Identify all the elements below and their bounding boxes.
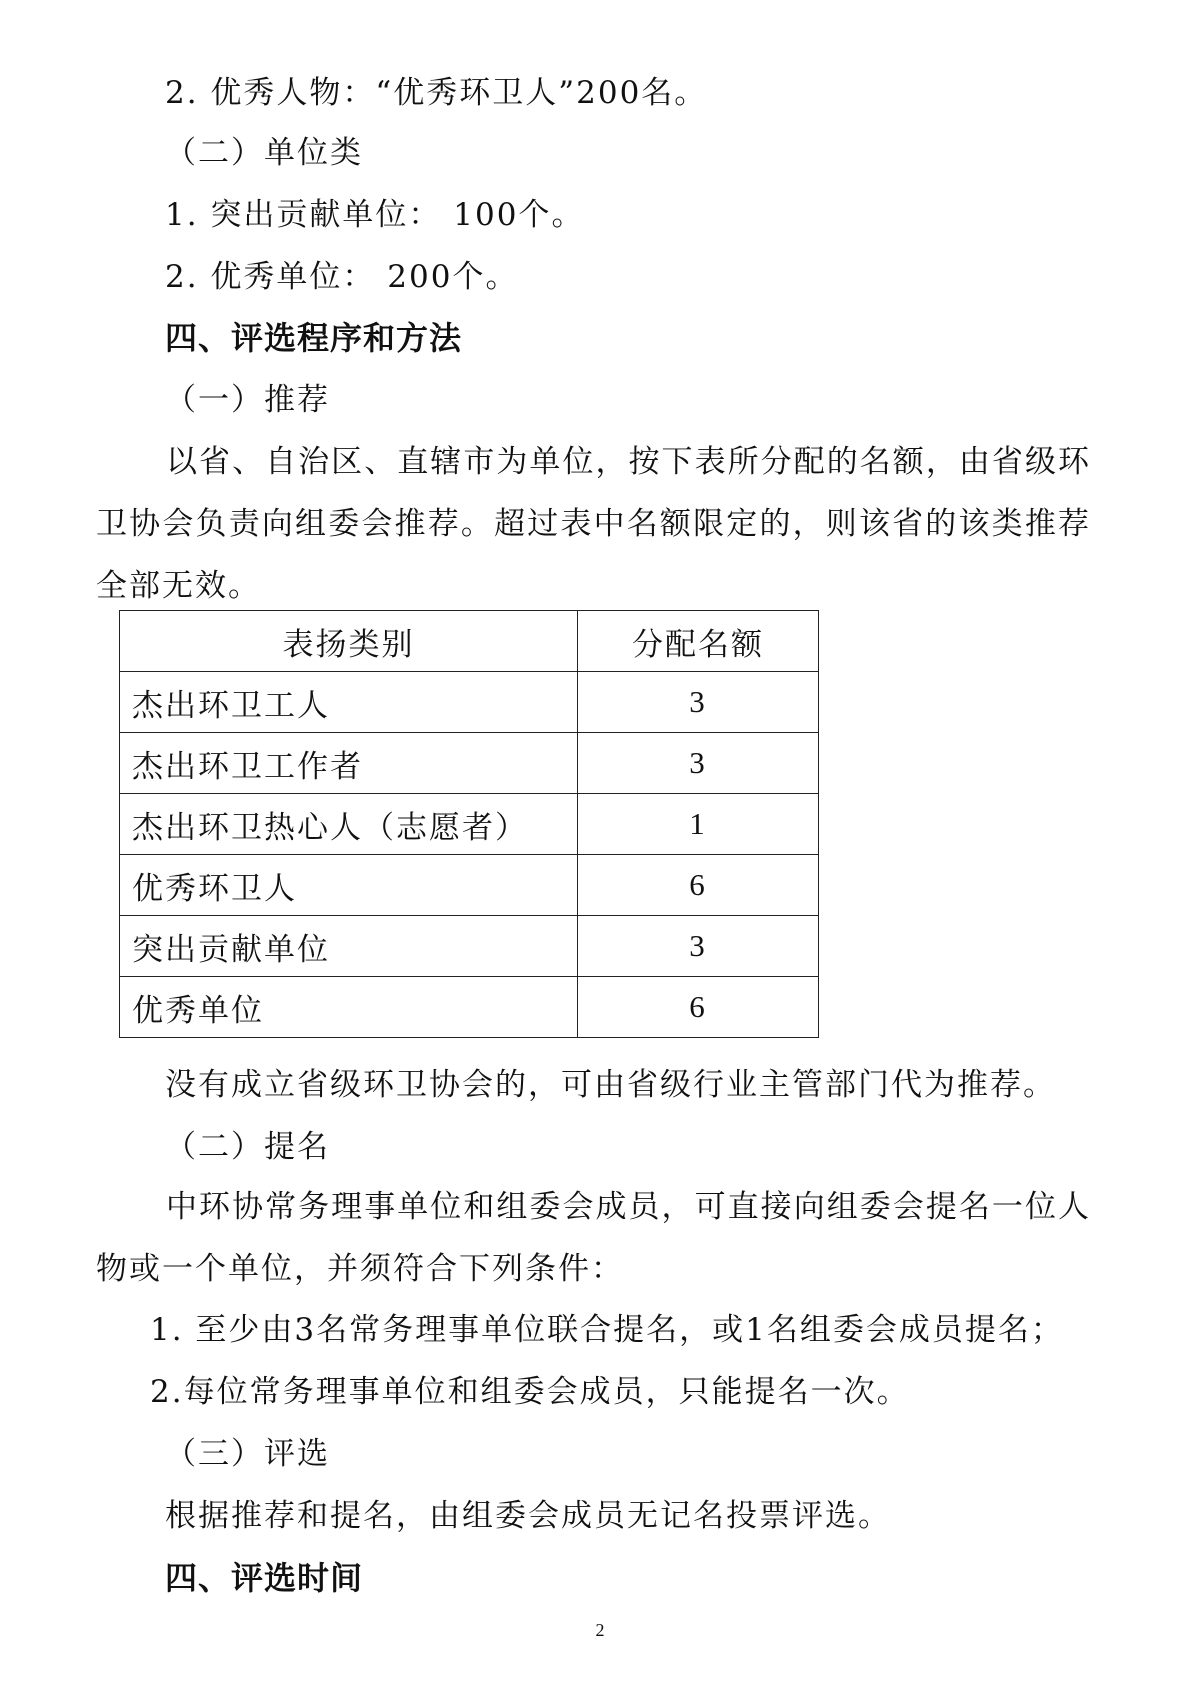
row-category: 突出贡献单位 xyxy=(120,916,578,977)
subsection-nomination: （二）提名 xyxy=(165,1129,330,1165)
table-row xyxy=(120,672,819,733)
table-header-row xyxy=(120,611,819,672)
paragraph-recommendation: 以省、自治区、直辖市为单位，按下表所分配的名额，由省级环卫协会负责向组委会推荐。超过表中名额限定的，则该省的该类推荐全部无效。 xyxy=(96,444,1091,604)
condition-2: 2.每位常务理事单位和组委会成员，只能提名一次。 xyxy=(150,1374,910,1410)
heading-selection-procedure: 四、评选程序和方法 xyxy=(165,319,463,357)
item-outstanding-contribution-units: 1. 突出贡献单位： 100个。 xyxy=(165,197,585,233)
row-category: 优秀单位 xyxy=(120,977,578,1038)
header-category: 表扬类别 xyxy=(120,611,578,672)
row-quota: 6 xyxy=(578,855,819,916)
paragraph-selection: 根据推荐和提名，由组委会成员无记名投票评选。 xyxy=(165,1498,891,1534)
header-quota: 分配名额 xyxy=(578,611,819,672)
section-unit-category: （二）单位类 xyxy=(165,135,363,171)
paragraph-no-provincial-association: 没有成立省级环卫协会的，可由省级行业主管部门代为推荐。 xyxy=(165,1067,1056,1103)
row-quota: 3 xyxy=(578,916,819,977)
row-category: 杰出环卫工作者 xyxy=(120,733,578,794)
table-row xyxy=(120,977,819,1038)
row-category: 杰出环卫工人 xyxy=(120,672,578,733)
row-quota: 6 xyxy=(578,977,819,1038)
row-quota: 1 xyxy=(578,794,819,855)
table-row xyxy=(120,733,819,794)
subsection-selection: （三）评选 xyxy=(165,1436,330,1472)
table-row xyxy=(120,916,819,977)
row-category: 优秀环卫人 xyxy=(120,855,578,916)
row-quota: 3 xyxy=(578,733,819,794)
heading-selection-time: 四、评选时间 xyxy=(165,1559,364,1597)
table-row xyxy=(120,794,819,855)
item-excellent-units: 2. 优秀单位： 200个。 xyxy=(165,259,519,295)
item-excellent-persons: 2. 优秀人物：“优秀环卫人”200名。 xyxy=(165,75,708,111)
table-row xyxy=(120,855,819,916)
page-number: 2 xyxy=(595,1620,605,1640)
subsection-recommendation: （一）推荐 xyxy=(165,382,330,418)
quota-table xyxy=(119,610,819,1038)
row-category: 杰出环卫热心人（志愿者） xyxy=(120,794,578,855)
condition-1: 1. 至少由3名常务理事单位联合提名，或1名组委会成员提名； xyxy=(150,1312,1064,1348)
paragraph-nomination: 中环协常务理事单位和组委会成员，可直接向组委会提名一位人物或一个单位，并须符合下列条件： xyxy=(96,1189,1091,1287)
row-quota: 3 xyxy=(578,672,819,733)
